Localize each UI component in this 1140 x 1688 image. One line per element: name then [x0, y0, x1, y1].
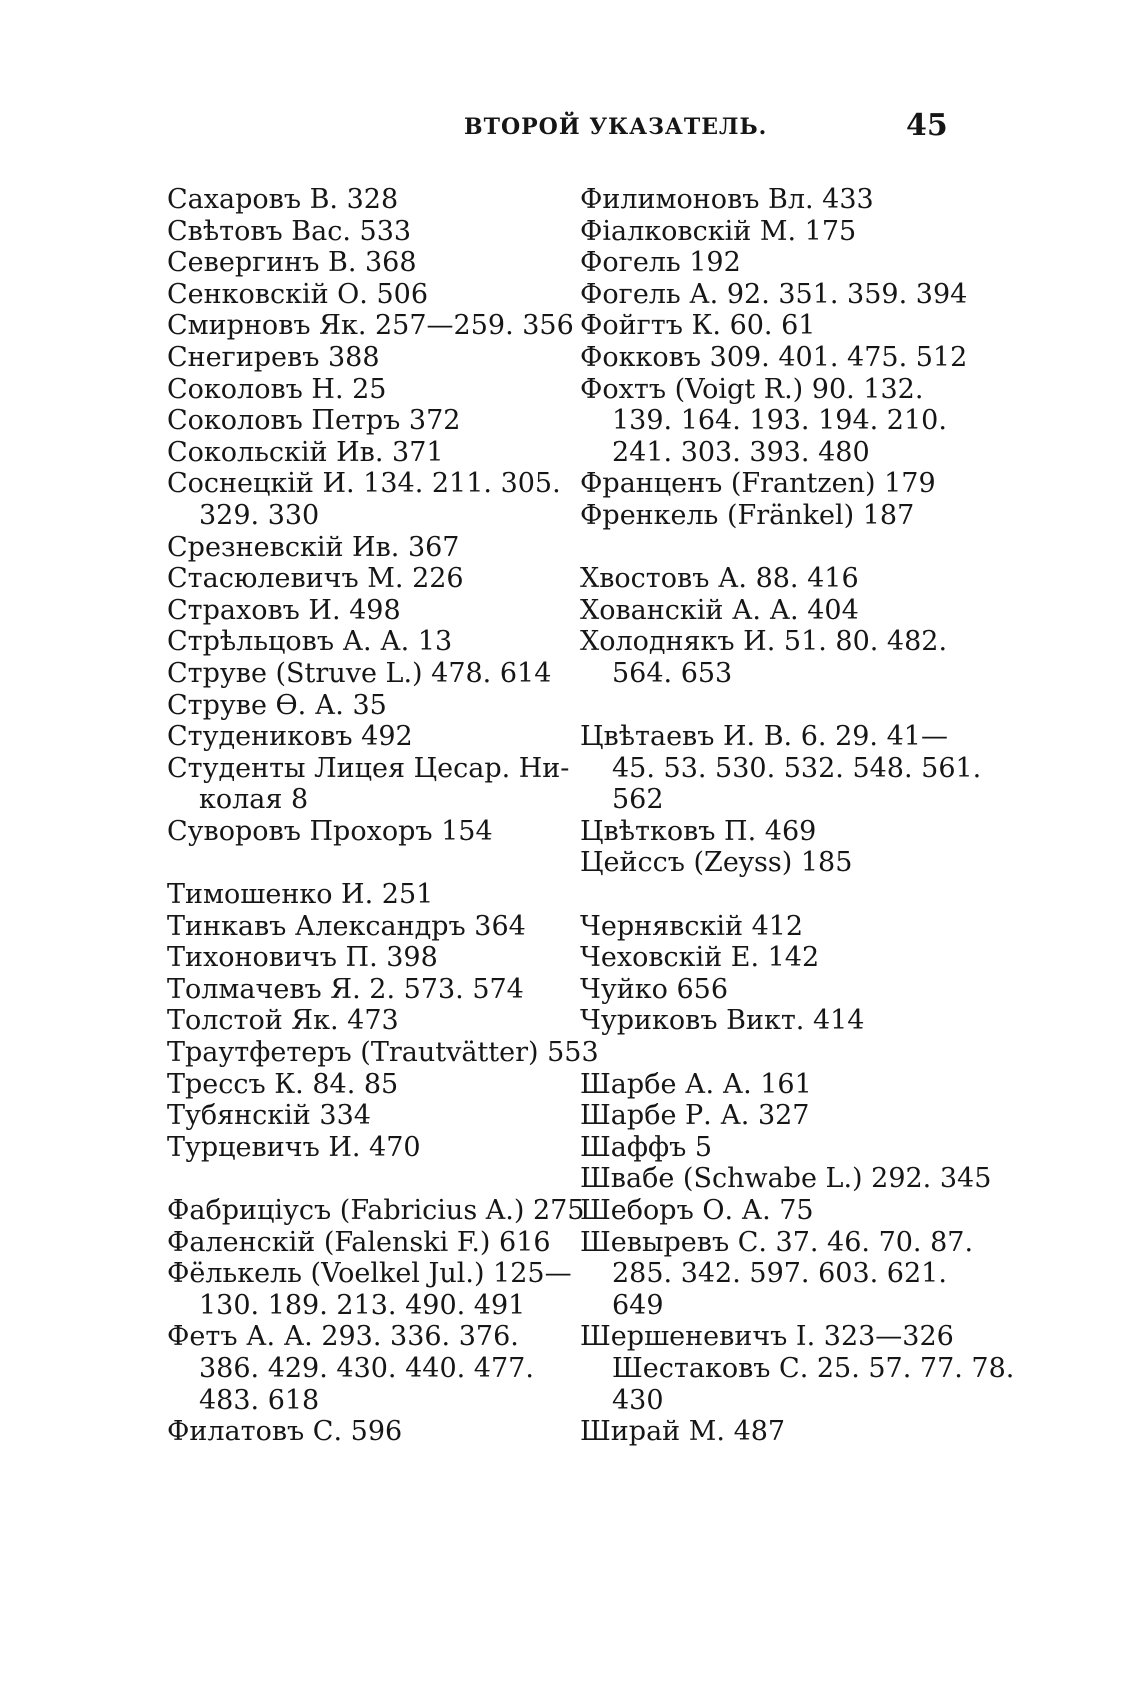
section-gap [167, 1163, 557, 1195]
index-entry-continuation: 45. 53. 530. 532. 548. 561. [612, 752, 982, 784]
index-entry: Чернявскій 412 [580, 910, 804, 942]
index-entry: Стасюлевичъ М. 226 [167, 563, 464, 595]
index-entry: Фабриціусъ (Fabricius A.) 275 [167, 1195, 585, 1226]
index-entry: Стрѣльцовъ А. А. 13 [167, 626, 453, 658]
index-entry: Тубянскій 334 [167, 1100, 371, 1132]
section-gap [580, 690, 980, 722]
index-entry: Смирновъ Як. 257—259. 356 [167, 310, 574, 342]
index-entry: Фойгтъ К. 60. 61 [580, 310, 816, 342]
section-gap [580, 1037, 980, 1069]
index-entry: Тинкавъ Александръ 364 [167, 910, 526, 942]
index-entry: Сахаровъ В. 328 [167, 184, 399, 215]
index-entry: Толстой Як. 473 [167, 1005, 399, 1037]
index-entry: Струве Ѳ. А. 35 [167, 689, 387, 721]
index-entry: Студениковъ 492 [167, 721, 413, 753]
index-entry-continuation: 562 [612, 784, 664, 816]
index-entry: Хвостовъ А. 88. 416 [580, 563, 859, 595]
index-entry: Траутфетеръ (Trautvätter) 553 [167, 1037, 599, 1069]
index-entry: Шеборъ О. А. 75 [580, 1195, 814, 1226]
index-entry: Франценъ (Frantzen) 179 [580, 468, 936, 500]
index-entry: Шевыревъ С. 37. 46. 70. 87. [580, 1226, 974, 1258]
section-gap [580, 532, 980, 564]
index-entry-continuation: 483. 618 [199, 1384, 320, 1416]
index-entry: Шаффъ 5 [580, 1131, 713, 1163]
index-entry: Турцевичъ И. 470 [167, 1131, 421, 1163]
index-entry-continuation: 430 [612, 1384, 664, 1416]
index-entry: Соснецкій И. 134. 211. 305. [167, 468, 561, 500]
index-entry-continuation: 564. 653 [612, 657, 733, 689]
index-entry: Шарбе Р. А. 327 [580, 1100, 810, 1132]
index-entry: Фаленскій (Falenski F.) 616 [167, 1226, 551, 1258]
index-entry: Шершеневичъ І. 323—326 [580, 1321, 954, 1353]
index-entry: Холоднякъ И. 51. 80. 482. [580, 626, 948, 658]
index-entry-continuation: 285. 342. 597. 603. 621. [612, 1258, 947, 1290]
index-entry-continuation: 329. 330 [199, 499, 320, 531]
page-header [0, 108, 1140, 152]
index-entry: Фетъ А. А. 293. 336. 376. [167, 1321, 519, 1353]
index-entry-continuation: 649 [612, 1289, 664, 1321]
index-entry: Шарбе А. А. 161 [580, 1068, 812, 1100]
index-entry: Страховъ И. 498 [167, 594, 401, 626]
index-entry: Фогель А. 92. 351. 359. 394 [580, 278, 968, 310]
index-entry: Фохтъ (Voigt R.) 90. 132. [580, 373, 924, 405]
index-entry: Чеховскій Е. 142 [580, 942, 820, 974]
index-entry: Швабе (Schwabe L.) 292. 345 [580, 1163, 992, 1195]
index-entry: Сокольскій Ив. 371 [167, 436, 444, 468]
index-entry: Студенты Лицея Цесар. Ни- [167, 752, 570, 784]
index-entry: Сенковскій О. 506 [167, 278, 429, 310]
index-entry-continuation: 139. 164. 193. 194. 210. [612, 405, 947, 437]
index-entry: Филатовъ С. 596 [167, 1416, 403, 1448]
index-entry-continuation: 386. 429. 430. 440. 477. [199, 1352, 534, 1384]
index-entry: Френкель (Fränkel) 187 [580, 499, 915, 531]
index-entry: Цвѣтковъ П. 469 [580, 815, 817, 847]
index-entry: Цвѣтаевъ И. В. 6. 29. 41— [580, 721, 948, 753]
index-entry-continuation: 130. 189. 213. 490. 491 [199, 1289, 526, 1321]
index-entry: Фокковъ 309. 401. 475. 512 [580, 341, 968, 373]
index-entry: Филимоновъ Вл. 433 [580, 184, 874, 215]
index-column-right [580, 184, 1015, 1448]
index-entry-continuation: Шестаковъ С. 25. 57. 77. 78. [612, 1352, 1015, 1384]
section-gap [580, 879, 980, 911]
page-number: 45 [906, 108, 948, 143]
index-entry: Суворовъ Прохоръ 154 [167, 815, 493, 847]
index-entry: Фіалковскій М. 175 [580, 215, 857, 247]
index-entry: Снегиревъ 388 [167, 341, 380, 373]
index-entry: Толмачевъ Я. 2. 573. 574 [167, 973, 524, 1005]
index-entry: Соколовъ Петръ 372 [167, 405, 461, 437]
index-entry-continuation: 241. 303. 393. 480 [612, 436, 870, 468]
index-entry: Цейссъ (Zeyss) 185 [580, 847, 853, 879]
index-entry: Севергинъ В. 368 [167, 247, 417, 279]
index-entry: Свѣтовъ Вас. 533 [167, 215, 412, 247]
index-entry: Тимошенко И. 251 [167, 879, 434, 911]
index-entry: Фёлькель (Voelkel Jul.) 125— [167, 1258, 572, 1290]
index-entry: Ширай М. 487 [580, 1416, 786, 1448]
section-gap [167, 847, 557, 879]
index-column-left [167, 184, 599, 1448]
running-title: ВТОРОЙ УКАЗАТЕЛЬ. [464, 114, 768, 140]
index-entry: Соколовъ Н. 25 [167, 373, 387, 405]
index-entry: Трессъ К. 84. 85 [167, 1068, 399, 1100]
index-entry: Фогель 192 [580, 247, 741, 279]
index-entry: Чуриковъ Викт. 414 [580, 1005, 865, 1037]
index-entry: Срезневскій Ив. 367 [167, 531, 460, 563]
index-entry: Хованскій А. А. 404 [580, 594, 859, 626]
index-entry: Тихоновичъ П. 398 [167, 942, 438, 974]
index-entry: Струве (Struve L.) 478. 614 [167, 657, 552, 689]
index-entry-continuation: колая 8 [199, 784, 309, 816]
index-entry: Чуйко 656 [580, 973, 728, 1005]
